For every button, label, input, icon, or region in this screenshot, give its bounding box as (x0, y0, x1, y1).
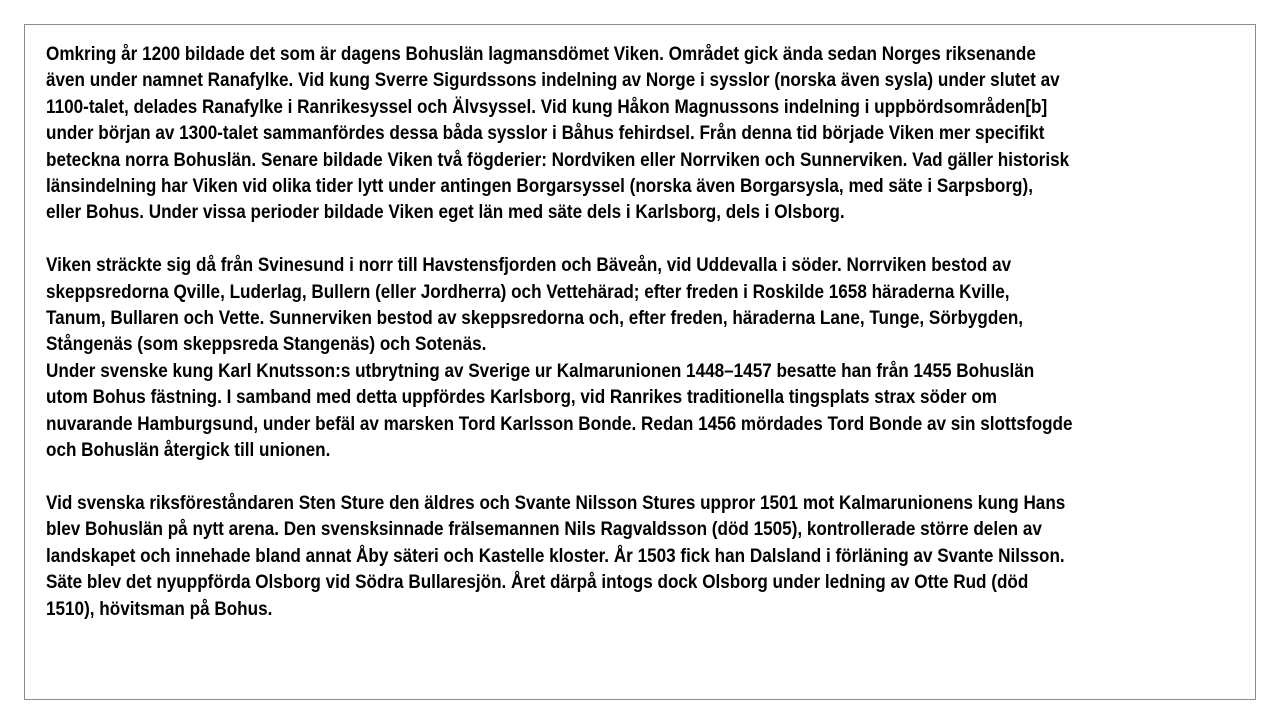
paragraph: Vid svenska riksföreståndaren Sten Sture den äldres och Svante Nilsson Stures uppror 1501 mot Kalmarunionens kung Hans blev Bohuslän på nytt arena. Den svensksinnade frälsemannen Nils Ragvaldsson (död 1505), kontrollerade större delen av landskapet och innehade bland annat Åby säteri och Kastelle kloster. År 1503 fick han Dalsland i förläning av Svante Nilsson. Säte blev det nyuppförda Olsborg vid Södra Bullaresjön. Året därpå intogs dock Olsborg under ledning av Otte Rud (död 1510), hövitsman på Bohus. (46, 492, 1066, 620)
document-body (46, 42, 1107, 623)
paragraph: Under svenske kung Karl Knutsson:s utbrytning av Sverige ur Kalmarunionen 1448–1457 besatte han från 1455 Bohuslän utom Bohus fästning. I samband med detta uppfördes Karlsborg, vid Ranrikes traditionella tingsplats strax söder om nuvarande Hamburgsund, under befäl av marsken Tord Karlsson Bonde. Redan 1456 mördades Tord Bonde av sin slottsfogde och Bohuslän återgick till unionen. (46, 360, 1073, 462)
paragraph-spacer (46, 227, 1107, 253)
text-frame (24, 24, 1256, 700)
paragraph: Omkring år 1200 bildade det som är dagens Bohuslän lagmansdömet Viken. Området gick ända sedan Norges riksenande även under namnet Ranafylke. Vid kung Sverre Sigurdssons indelning av Norge i sysslor (norska även sysla) under slutet av 1100-talet, delades Ranafylke i Ranrikesyssel och Älvsyssel. Vid kung Håkon Magnussons indelning i uppbördsområden[b] under början av 1300-talet sammanfördes dessa båda sysslor i Båhus fehirdsel. Från denna tid började Viken mer specifikt beteckna norra Bohuslän. Senare bildade Viken två fögderier: Nordviken eller Norrviken och Sunnerviken. Vad gäller historisk länsindelning har Viken vid olika tider lytt under antingen Borgarsyssel (norska även Borgarsysla, med säte i Sarpsborg), eller Bohus. Under vissa perioder bildade Viken eget län med säte dels i Karlsborg, dels i Olsborg. (46, 44, 1070, 224)
paragraph: Viken sträckte sig då från Svinesund i norr till Havstensfjorden och Bäveån, vid Uddevalla i söder. Norrviken bestod av skeppsredorna Qville, Luderlag, Bullern (eller Jordherra) och Vettehärad; efter freden i Roskilde 1658 häraderna Kville, Tanum, Bullaren och Vette. Sunnerviken bestod av skeppsredorna och, efter freden, häraderna Lane, Tunge, Sörbygden, Stångenäs (som skeppsreda Stangenäs) och Sotenäs. (46, 255, 1024, 356)
paragraph-spacer (46, 464, 1107, 490)
